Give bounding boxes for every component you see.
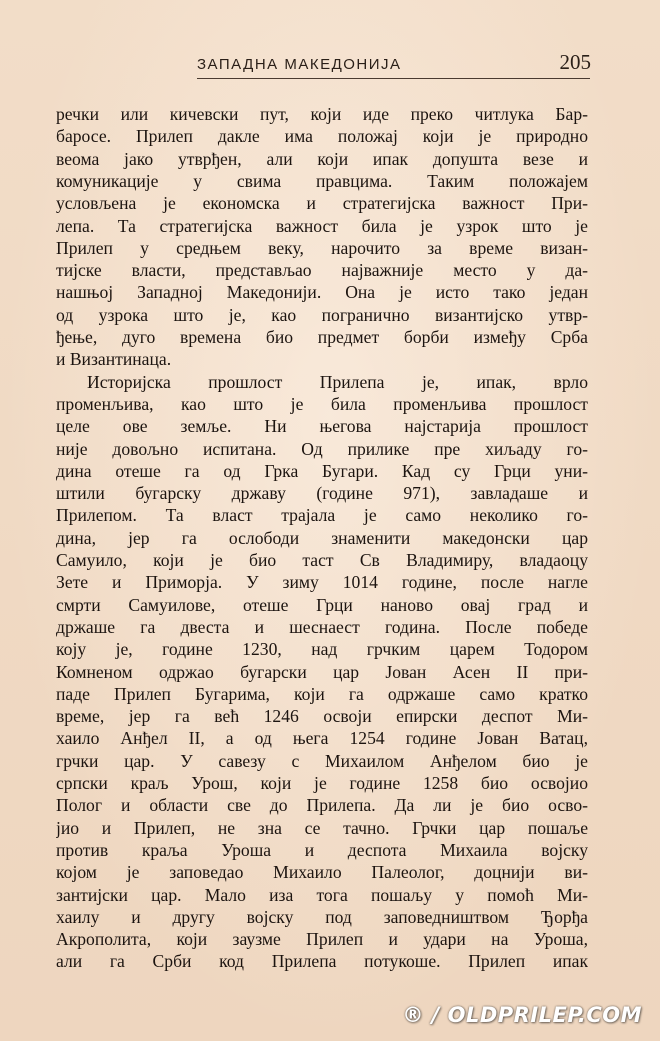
text-line: условљена је економска и стратегијска важност При-	[56, 193, 588, 214]
text-line: јио и Прилеп, не зна се тачно. Грчки цар пошаље	[56, 817, 588, 838]
text-line: дина отеше га од Грка Бугари. Кад су Грци уни-	[56, 460, 588, 481]
text-line: Прилеп у средњем веку, нарочито за време визан-	[56, 237, 588, 258]
text-line: зантијски цар. Мало иза тога пошаљу у помоћ Ми-	[56, 884, 588, 905]
text-line: лепа. Та стратегијска важност била је узрок што је	[56, 215, 588, 236]
text-line: против краља Уроша и деспота Михаила војску	[56, 839, 588, 860]
text-line: баросе. Прилеп дакле има положај који је природно	[56, 126, 588, 147]
text-line: ђење, дуго времена био предмет борби између Срба	[56, 327, 588, 347]
text-line: дина, јер га ослободи знаменити македонски цар	[56, 527, 588, 548]
text-line: Прилепом. Та власт трајала је само неколико го-	[56, 505, 588, 526]
text-line: Комненом одржао бугарски цар Јован Асен II при-	[56, 661, 588, 682]
text-line: хаило Анђел II, а од њега 1254 године Јован Ватац,	[56, 728, 588, 749]
text-line: грчки цар. У савезу с Михаилом Анђелом био је	[56, 750, 588, 771]
text-line: Историјска прошлост Прилепа је, ипак, врло	[87, 371, 588, 392]
text-line: речки или кичевски пут, који иде преко читлука Бар-	[56, 104, 588, 124]
text-line: Зете и Приморја. У зиму 1014 године, после нагле	[56, 572, 588, 593]
text-line: Полог и области све до Прилепа. Да ли је био осво-	[56, 795, 588, 816]
text-line: којом је заповедао Михаило Палеолог, доцнији ви-	[56, 862, 588, 883]
text-line: веома јако утврђен, али који ипак допушта везе и	[56, 148, 588, 169]
text-line: паде Прилеп Бугарима, који га одржаше само кратко	[56, 683, 588, 704]
text-line: време, јер га већ 1246 освоји епирски деспот Ми-	[56, 706, 588, 727]
text-line: смрти Самуилове, отеше Грци наново овај град и	[56, 594, 588, 615]
text-line: комуникације у свима правцима. Таким положајем	[56, 170, 588, 191]
text-line: држаше га двеста и шеснаест година. После победе	[56, 616, 588, 637]
text-line: Самуило, који је био таст Св Владимиру, владаоцу	[56, 550, 588, 570]
text-line: хаилу и другу војску под заповедништвом Ђорђа	[56, 906, 588, 927]
text-line: нашњој Западној Македонији. Она је исто тако један	[56, 282, 588, 303]
text-line: целе ове земље. Ни његова најстарија прошлост	[56, 416, 588, 437]
page-number: 205	[559, 50, 591, 74]
text-line: тијске власти, представљао најважније место у да-	[56, 260, 588, 281]
text-line: и Византинаца.	[56, 349, 172, 370]
text-line: није довољно испитана. Од прилике пре хиљаду го-	[56, 438, 588, 459]
text-line: променљива, као што је била променљива прошлост	[56, 393, 588, 414]
text-line: од узрока што је, као погранично византијско утвр-	[56, 304, 588, 325]
site-watermark: ® / OLDPRILEP.COM	[402, 1003, 642, 1027]
text-line: коју је, године 1230, над грчким царем Тодором	[56, 639, 588, 660]
text-line: штили бугарску државу (године 971), завладаше и	[56, 483, 588, 504]
text-line: Акрополита, који заузме Прилеп и удари на Уроша,	[56, 929, 588, 950]
running-title: ЗАПАДНА МАКЕДОНИЈА	[197, 56, 402, 73]
text-line: српски краљ Урош, који је године 1258 био освојио	[56, 773, 588, 793]
text-line: али га Срби код Прилепа потукоше. Прилеп ипак	[56, 951, 588, 972]
